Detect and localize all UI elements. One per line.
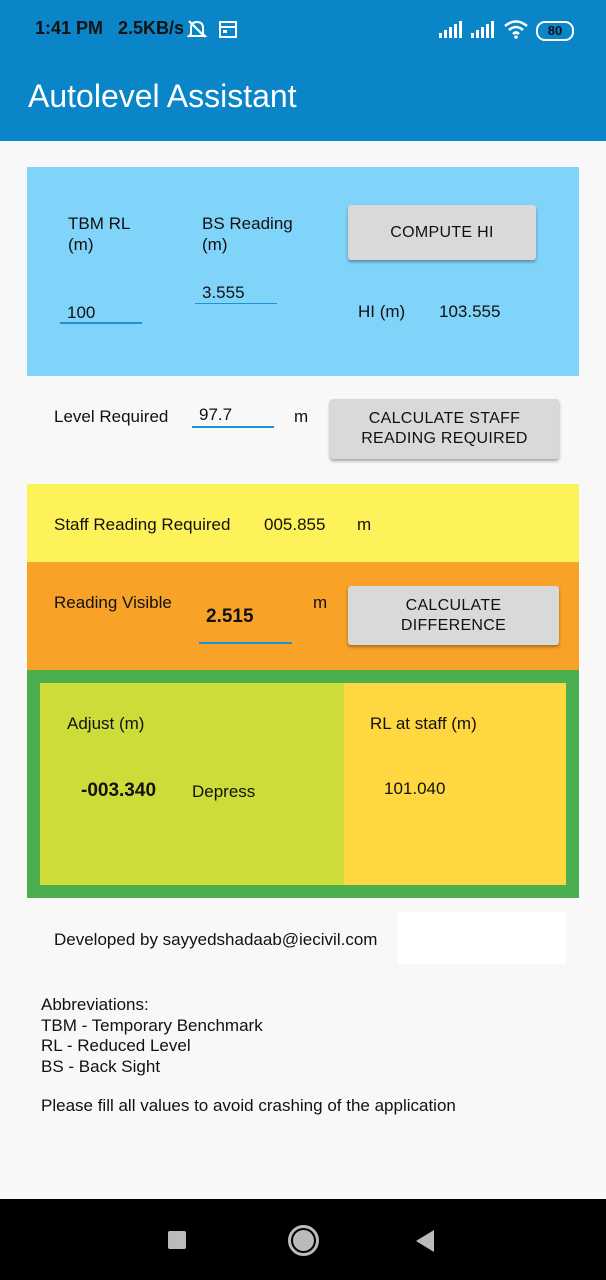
tbm-rl-label: TBM RL (m) — [68, 214, 131, 254]
level-required-input[interactable]: 97.7 — [192, 405, 274, 428]
rl-at-staff-value: 101.040 — [384, 779, 446, 798]
app-title: Autolevel Assistant — [28, 78, 297, 114]
nav-home-inner-icon — [293, 1230, 314, 1251]
level-required-label: Level Required — [54, 407, 169, 426]
hi-panel — [27, 167, 579, 376]
adjust-value: -003.340 — [81, 780, 157, 801]
bs-reading-label: BS Reading (m) — [202, 214, 293, 254]
calendar-icon — [218, 19, 238, 39]
developer-credit: Developed by sayyedshadaab@iecivil.com — [54, 930, 378, 949]
calculate-difference-button[interactable]: CALCULATE DIFFERENCE — [348, 586, 559, 645]
nav-back-icon[interactable] — [416, 1230, 434, 1252]
abbreviations-text: Abbreviations: TBM - Temporary Benchmark RL - Reduced Level BS - Back Sight — [41, 995, 263, 1076]
battery-icon: 80 — [536, 21, 574, 41]
notification-off-icon — [186, 18, 208, 40]
bs-reading-input[interactable]: 3.555 — [195, 283, 277, 304]
signal-icon-2 — [470, 20, 496, 38]
hi-label: HI (m) — [358, 302, 406, 321]
footer-blank-box — [398, 912, 566, 964]
status-network-speed: 2.5KB/s — [118, 18, 185, 38]
signal-icon — [438, 20, 464, 38]
adjust-direction: Depress — [192, 782, 256, 801]
compute-hi-button[interactable]: COMPUTE HI — [348, 205, 536, 260]
level-required-unit: m — [294, 407, 309, 426]
calculate-staff-reading-button[interactable]: CALCULATE STAFF READING REQUIRED — [330, 399, 559, 459]
fill-values-note: Please fill all values to avoid crashing of the application — [41, 1096, 456, 1115]
rl-at-staff-label: RL at staff (m) — [370, 714, 477, 733]
reading-visible-input[interactable]: 2.515 — [199, 604, 292, 644]
status-time: 1:41 PM — [35, 18, 104, 38]
staff-reading-unit: m — [357, 515, 372, 534]
reading-visible-unit: m — [313, 593, 328, 612]
staff-reading-label: Staff Reading Required — [54, 515, 231, 534]
nav-recent-icon[interactable] — [168, 1231, 186, 1249]
wifi-icon — [503, 19, 529, 39]
hi-value: 103.555 — [439, 302, 501, 321]
adjust-label: Adjust (m) — [67, 714, 145, 733]
staff-reading-value: 005.855 — [264, 515, 326, 534]
reading-visible-label: Reading Visible — [54, 593, 172, 612]
tbm-rl-input[interactable]: 100 — [60, 303, 142, 324]
